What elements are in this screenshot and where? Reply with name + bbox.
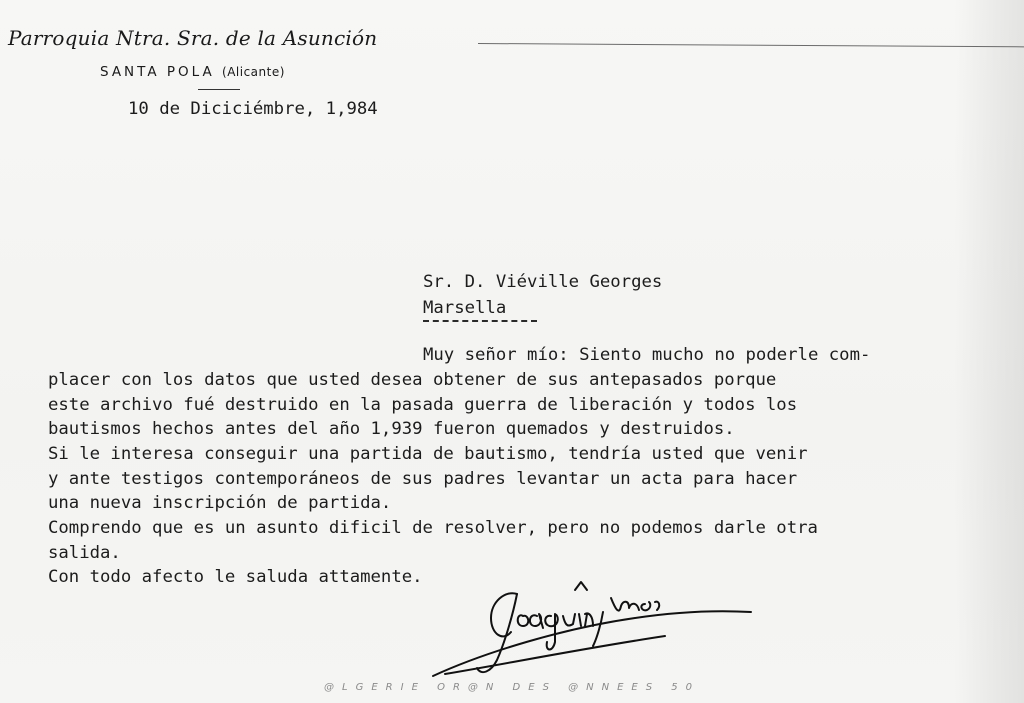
body-line: este archivo fué destruido en la pasada guerra de liberación y todos los bbox=[48, 395, 798, 415]
letter-date: 10 de Diciciémbre, 1,984 bbox=[128, 99, 378, 119]
letterhead-province: (Alicante) bbox=[222, 65, 285, 79]
watermark: @LGERIE OR@N DES @NNEES 50 bbox=[324, 682, 700, 693]
place-underline bbox=[198, 89, 240, 90]
letterhead-town: SANTA POLA bbox=[100, 64, 215, 80]
body-line: bautismos hechos antes del año 1,939 fueron quemados y destruidos. bbox=[48, 419, 735, 439]
letterhead-parish-name: Parroquia Ntra. Sra. de la Asunción bbox=[8, 26, 378, 50]
body-line: salida. bbox=[48, 543, 121, 563]
handwritten-signature bbox=[425, 572, 755, 684]
body-line: Si le interesa conseguir una partida de bautismo, tendría usted que venir bbox=[48, 444, 808, 464]
letterhead-place bbox=[100, 64, 285, 80]
body-line: Muy señor mío: Siento mucho no poderle com- bbox=[423, 345, 871, 365]
body-line: placer con los datos que usted desea obtener de sus antepasados porque bbox=[48, 370, 777, 390]
recipient-city-underline bbox=[423, 320, 537, 322]
body-line: Comprendo que es un asunto dificil de resolver, pero no podemos darle otra bbox=[48, 518, 818, 538]
recipient-city: Marsella bbox=[423, 298, 507, 318]
recipient-name: Sr. D. Viéville Georges bbox=[423, 272, 663, 292]
body-line: y ante testigos contemporáneos de sus padres levantar un acta para hacer bbox=[48, 469, 798, 489]
paper-fold-shadow bbox=[954, 0, 1024, 703]
body-line: una nueva inscripción de partida. bbox=[48, 493, 392, 513]
letterhead-rule bbox=[478, 43, 1024, 47]
body-line: Con todo afecto le saluda attamente. bbox=[48, 567, 423, 587]
